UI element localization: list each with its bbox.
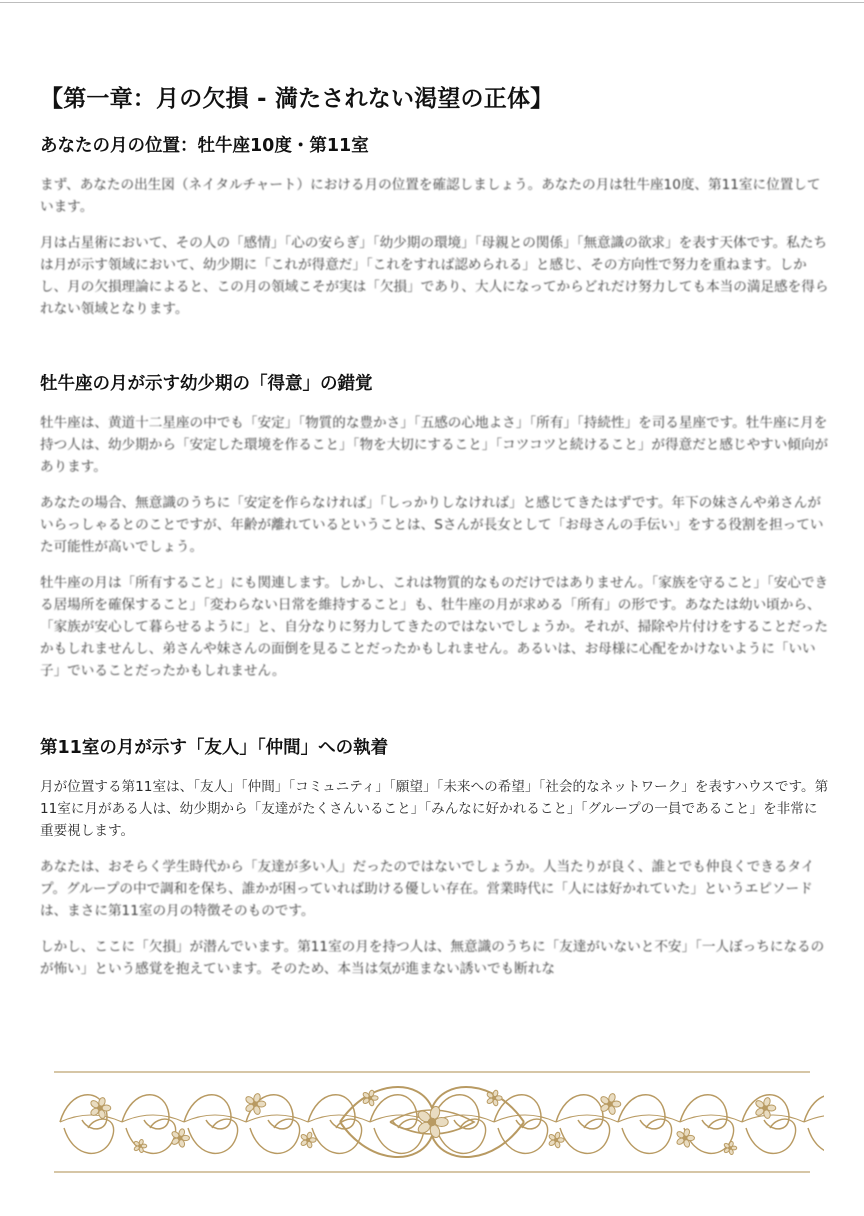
paragraph: あなたの場合、無意識のうちに「安定を作らなければ」「しっかりしなければ」と感じてきたはずです。年下の妹さんや弟さんがいらっしゃるとのことですが、年齢が離れているということは、Sさんが長女として「お母さんの手伝い」をする役割を担っていた可能性が高いでしょう。	[40, 495, 824, 555]
section-title: 第11室の月が示す「友人」「仲間」への執着	[40, 738, 389, 758]
ornament-scroll	[556, 1115, 618, 1122]
ornament-scroll	[126, 1119, 176, 1153]
top-divider	[0, 2, 864, 3]
ornament-scroll	[64, 1119, 114, 1153]
ornament-scroll	[556, 1095, 603, 1129]
ornament-scroll	[680, 1115, 742, 1122]
ornament-flower	[244, 1093, 265, 1115]
section-taurus-moon	[40, 372, 830, 682]
ornament-scroll	[680, 1095, 727, 1129]
ornament-scroll	[494, 1115, 556, 1122]
ornament-scroll	[560, 1119, 610, 1153]
paragraph: 月は占星術において、その人の「感情」「心の安らぎ」「幼少期の環境」「母親との関係」「無意識の欲求」を表す天体です。私たちは月が示す領域において、幼少期に「これが得意だ」「これをすれば認められる」と感じ、その方向性で努力を重ねます。しかし、月の欠損理論によると、この月の領域こそが実は「欠損」であり、大人になってからどれだけ努力しても本当の満足感を得られない領域となります。	[40, 235, 829, 317]
paragraph: 牡牛座の月は「所有すること」にも関連します。しかし、これは物質的なものだけではありません。「家族を守ること」「安心できる居場所を確保すること」「変わらない日常を維持すること」も、牡牛座の月が求める「所有」の形です。あなたは幼い頃から、「家族が安心して暮らせるように」と、自分なりに努力してきたのではないでしょうか。それが、掃除や片付けをすることだったかもしれませんし、弟さんや妹さんの面倒を見ることだったかもしれません。あるいは、お母様に心配をかけないように「いい子」でいることだったかもしれません。	[40, 575, 829, 679]
ornament-scroll	[184, 1095, 231, 1129]
ornament-scroll	[622, 1119, 672, 1153]
paragraph: 牡牛座は、黄道十二星座の中でも「安定」「物質的な豊かさ」「五感の心地よさ」「所有」「持続性」を司る星座です。牡牛座に月を持つ人は、幼少期から「安定した環境を作ること」「物を大切にすること」「コツコツと続けること」が得意だと感じやすい傾向があります。	[40, 415, 829, 475]
ornament-scroll	[312, 1119, 362, 1153]
ornament-flower	[676, 1128, 695, 1148]
ornament-scroll	[122, 1115, 184, 1122]
ornament-scroll	[808, 1119, 824, 1153]
section-title: あなたの月の位置：牡牛座10度・第11室	[40, 136, 369, 156]
document-page	[40, 84, 830, 994]
ornament-scroll	[122, 1095, 169, 1129]
ornament-flowers	[89, 1090, 775, 1155]
ornament-scroll	[804, 1095, 824, 1129]
ornament-scroll	[618, 1115, 680, 1122]
ornament-flower	[486, 1090, 502, 1107]
gold-baroque-floral-border	[40, 1068, 824, 1176]
paragraph: あなたは、おそらく学生時代から「友達が多い人」だったのではないでしょうか。人当たりが良く、誰とでも仲良くできるタイプ。グループの中で調和を保ち、誰かが困っていれば助ける優しい存在。営業時代に「人には好かれていた」というエピソードは、まさに第11室の月の特徴そのものです。	[40, 859, 815, 919]
ornament-scroll	[804, 1115, 824, 1122]
ornament-scroll	[746, 1119, 796, 1153]
paragraph: 月が位置する第11室は、「友人」「仲間」「コミュニティ」「願望」「未来への希望」「社会的なネットワーク」を表すハウスです。第11室に月がある人は、幼少期から「友達がたくさんいること」「みんなに好かれること」「グループの一員であること」を非常に重要視します。	[40, 779, 829, 839]
ornament-flower	[754, 1097, 775, 1119]
ornament-scroll	[308, 1115, 370, 1122]
section-eleventh-house	[40, 736, 830, 980]
paragraph: しかし、ここに「欠損」が潜んでいます。第11室の月を持つ人は、無意識のうちに「友達がいないと不安」「一人ぼっちになるのが怖い」という感覚を抱えています。そのため、本当は気が進まない誘いでも断れな	[40, 939, 825, 977]
ornament-scroll	[184, 1115, 246, 1122]
ornament-scroll	[374, 1119, 424, 1153]
ornament-scroll	[188, 1119, 238, 1153]
ornament-flower	[599, 1093, 620, 1115]
ornament-scroll	[246, 1115, 308, 1122]
ornament-scroll	[742, 1115, 804, 1122]
section-title: 牡牛座の月が示す幼少期の「得意」の錯覚	[40, 374, 373, 394]
ornament-scroll	[60, 1115, 122, 1122]
chapter-title: 【第一章：月の欠損 - 満たされない渇望の正体】	[40, 86, 554, 112]
ornament-scroll	[250, 1119, 300, 1153]
paragraph: まず、あなたの出生図（ネイタルチャート）における月の位置を確認しましょう。あなたの月は牡牛座10度、第11室に位置しています。	[40, 177, 821, 215]
ornament-scroll	[618, 1095, 665, 1129]
section-moon-position	[40, 134, 830, 320]
